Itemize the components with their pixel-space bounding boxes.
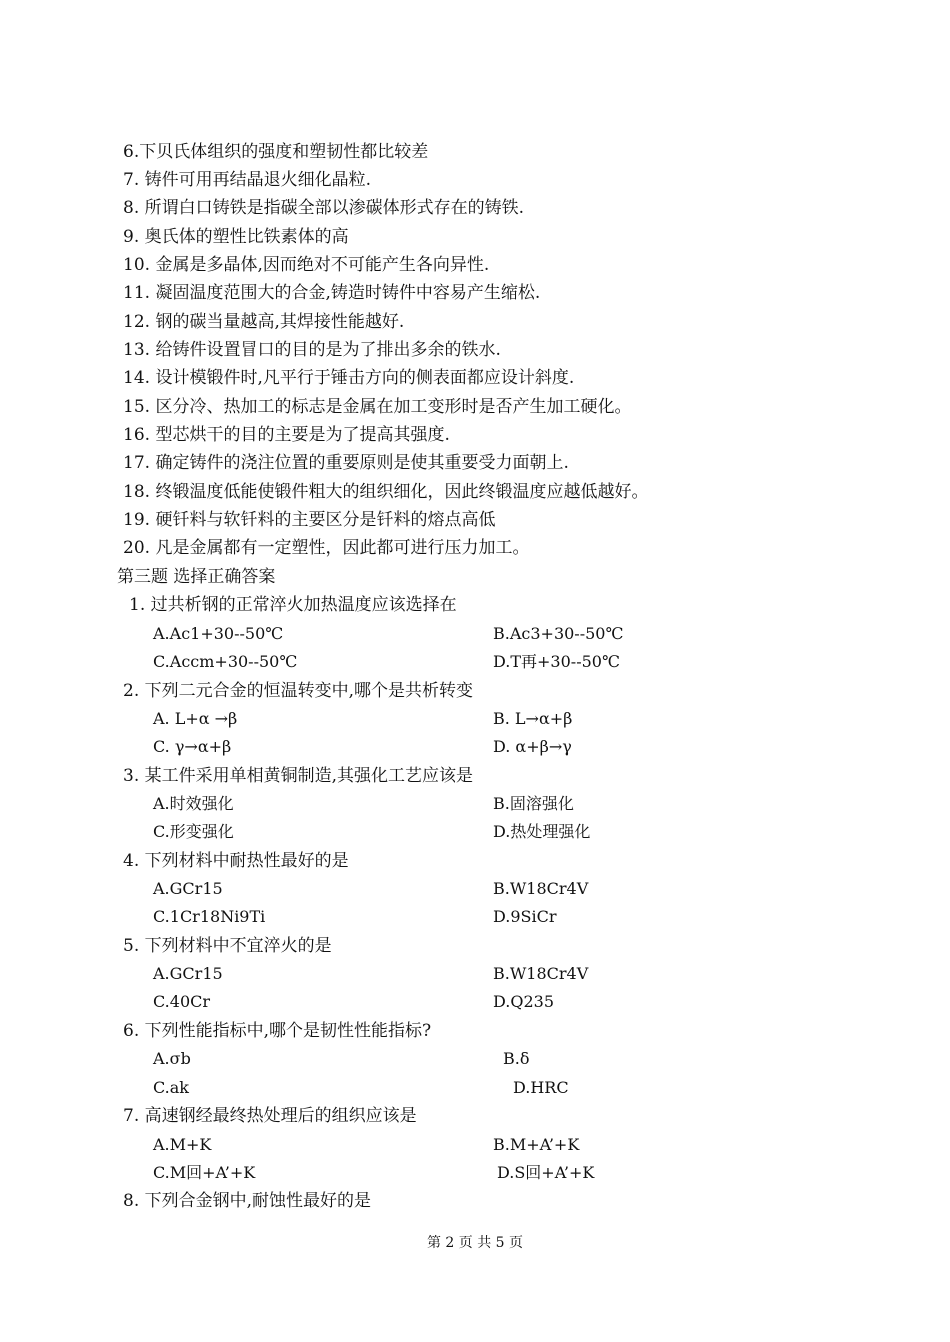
question-stem: 1. 过共析钢的正常淬火加热温度应该选择在 bbox=[129, 595, 457, 615]
option-b: B.固溶强化 bbox=[493, 794, 574, 813]
option-a: A.M+K bbox=[153, 1135, 212, 1154]
question-stem: 5. 下列材料中不宜淬火的是 bbox=[123, 936, 332, 956]
option-d: D.Q235 bbox=[493, 992, 554, 1011]
section-title: 第三题 选择正确答案 bbox=[117, 567, 276, 587]
question-stem: 8. 下列合金钢中,耐蚀性最好的是 bbox=[123, 1191, 372, 1211]
option-c: C.1Cr18Ni9Ti bbox=[153, 907, 266, 926]
tf-item: 17. 确定铸件的浇注位置的重要原则是使其重要受力面朝上. bbox=[123, 453, 569, 473]
option-a: A. L+α →β bbox=[153, 709, 238, 728]
tf-item: 6.下贝氏体组织的强度和塑韧性都比较差 bbox=[123, 142, 429, 162]
tf-item: 8. 所谓白口铸铁是指碳全部以渗碳体形式存在的铸铁. bbox=[123, 198, 525, 218]
option-b: B.δ bbox=[503, 1049, 530, 1068]
question-stem: 6. 下列性能指标中,哪个是韧性性能指标? bbox=[123, 1021, 432, 1041]
tf-item: 16. 型芯烘干的目的主要是为了提高其强度. bbox=[123, 425, 450, 445]
option-c: C.M回+A’+K bbox=[153, 1163, 256, 1182]
tf-item: 20. 凡是金属都有一定塑性，因此都可进行压力加工。 bbox=[123, 538, 530, 558]
option-c: C.40Cr bbox=[153, 992, 211, 1011]
tf-item: 19. 硬钎料与软钎料的主要区分是钎料的熔点高低 bbox=[123, 510, 496, 530]
option-a: A.GCr15 bbox=[153, 964, 223, 983]
option-c: C.ak bbox=[153, 1078, 189, 1097]
tf-item: 15. 区分冷、热加工的标志是金属在加工变形时是否产生加工硬化。 bbox=[123, 397, 632, 417]
option-a: A.时效强化 bbox=[153, 794, 234, 813]
question-stem: 7. 高速钢经最终热处理后的组织应该是 bbox=[123, 1106, 417, 1126]
tf-item: 11. 凝固温度范围大的合金,铸造时铸件中容易产生缩松. bbox=[123, 283, 541, 303]
option-d: D. α+β→γ bbox=[493, 737, 572, 756]
option-b: B.M+A’+K bbox=[493, 1135, 580, 1154]
option-a: A.GCr15 bbox=[153, 879, 223, 898]
option-b: B.Ac3+30--50℃ bbox=[493, 624, 624, 643]
question-stem: 4. 下列材料中耐热性最好的是 bbox=[123, 851, 349, 871]
question-stem: 2. 下列二元合金的恒温转变中,哪个是共析转变 bbox=[123, 681, 474, 701]
option-d: D.9SiCr bbox=[493, 907, 557, 926]
tf-item: 9. 奥氏体的塑性比铁素体的高 bbox=[123, 227, 349, 247]
option-a: A.Ac1+30--50℃ bbox=[153, 624, 284, 643]
option-c: C. γ→α+β bbox=[153, 737, 232, 756]
option-d: D.T再+30--50℃ bbox=[493, 652, 620, 671]
tf-item: 10. 金属是多晶体,因而绝对不可能产生各向异性. bbox=[123, 255, 490, 275]
option-a: A.σb bbox=[153, 1049, 191, 1068]
tf-item: 13. 给铸件设置冒口的目的是为了排出多余的铁水. bbox=[123, 340, 501, 360]
tf-item: 14. 设计模锻件时,凡平行于锤击方向的侧表面都应设计斜度. bbox=[123, 368, 575, 388]
option-d: D.S回+A’+K bbox=[497, 1163, 595, 1182]
option-b: B.W18Cr4V bbox=[493, 879, 589, 898]
option-c: C.Accm+30--50℃ bbox=[153, 652, 298, 671]
question-stem: 3. 某工件采用单相黄铜制造,其强化工艺应该是 bbox=[123, 766, 474, 786]
tf-item: 7. 铸件可用再结晶退火细化晶粒. bbox=[123, 170, 372, 190]
page-footer: 第 2 页 共 5 页 bbox=[426, 1235, 524, 1251]
option-c: C.形变强化 bbox=[153, 822, 234, 841]
option-d: D.热处理强化 bbox=[493, 822, 591, 841]
option-b: B. L→α+β bbox=[493, 709, 573, 728]
tf-item: 18. 终锻温度低能使锻件粗大的组织细化，因此终锻温度应越低越好。 bbox=[123, 482, 649, 502]
option-d: D.HRC bbox=[513, 1078, 569, 1097]
tf-item: 12. 钢的碳当量越高,其焊接性能越好. bbox=[123, 312, 405, 332]
option-b: B.W18Cr4V bbox=[493, 964, 589, 983]
